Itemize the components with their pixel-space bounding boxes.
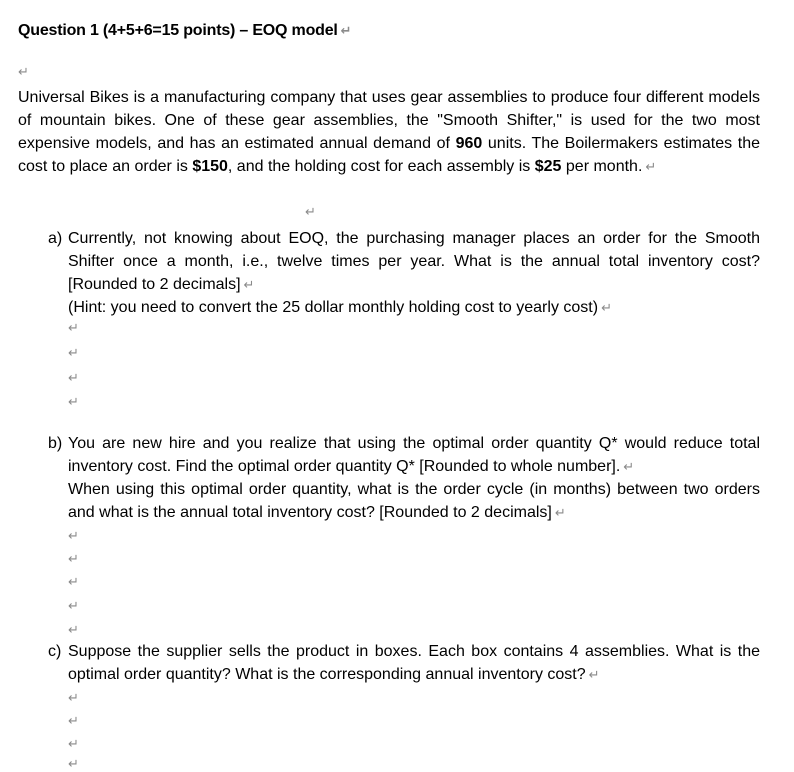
- part-c-question: Suppose the supplier sells the product in boxes. Each box contains 4 assemblies. What is the optimal order quantity? What is the corresponding annual inventory cost?: [68, 643, 760, 683]
- paragraph-mark-icon: ↵: [554, 505, 566, 520]
- paragraph-mark-icon: ↵: [68, 574, 79, 589]
- intro-text: Universal Bikes is a manufacturing company that uses gear assemblies to produce four different models of mountain bikes. One of these gear assemblies, the "Smooth Shifter," is used for the two most expensive models, and has an estimated annual demand of: [18, 89, 760, 152]
- paragraph-mark-icon: ↵: [68, 394, 79, 409]
- paragraph-mark-icon: ↵: [645, 159, 657, 174]
- paragraph-mark-icon: ↵: [601, 300, 612, 315]
- part-a: [48, 227, 760, 319]
- paragraph-mark-icon: ↵: [588, 667, 600, 682]
- part-b-question-followup: When using this optimal order quantity, what is the order cycle (in months) between two orders and what is the annual total inventory cost? [Rounded to 2 decimals]: [68, 481, 760, 521]
- paragraph-mark-icon: ↵: [18, 64, 29, 79]
- intro-text: , and the holding cost for each assembly is: [227, 158, 535, 175]
- paragraph-mark-icon: ↵: [68, 736, 79, 751]
- part-c: [48, 640, 760, 686]
- intro-text: per month.: [561, 158, 643, 175]
- part-b: [48, 432, 760, 524]
- intro-paragraph: [18, 86, 760, 178]
- question-title: [18, 20, 351, 42]
- annual-demand-value: 960: [455, 135, 483, 152]
- part-b-question: You are new hire and you realize that using the optimal order quantity Q* would reduce total inventory cost. Find the optimal order quantity Q* [Rounded to whole number].: [68, 435, 760, 475]
- paragraph-mark-icon: ↵: [68, 713, 79, 728]
- paragraph-mark-icon: ↵: [68, 551, 79, 566]
- paragraph-mark-icon: ↵: [68, 370, 79, 385]
- paragraph-mark-icon: ↵: [243, 277, 255, 292]
- paragraph-mark-icon: ↵: [305, 204, 316, 219]
- order-cost-value: $150: [192, 158, 228, 175]
- part-a-label: a): [48, 230, 63, 247]
- paragraph-mark-icon: ↵: [68, 320, 79, 335]
- part-a-question: Currently, not knowing about EOQ, the purchasing manager places an order for the Smooth Shifter once a month, i.e., twelve times per year. What is the annual total inventory cost? [Rounded to 2 decimals]: [68, 230, 760, 293]
- paragraph-mark-icon: ↵: [623, 459, 635, 474]
- paragraph-mark-icon: ↵: [68, 756, 79, 771]
- part-b-label: b): [48, 435, 63, 452]
- paragraph-mark-icon: ↵: [68, 345, 79, 360]
- paragraph-mark-icon: ↵: [68, 528, 79, 543]
- paragraph-mark-icon: ↵: [68, 690, 79, 705]
- paragraph-mark-icon: ↵: [340, 23, 352, 38]
- part-a-hint: (Hint: you need to convert the 25 dollar monthly holding cost to yearly cost): [68, 299, 599, 316]
- intro-text: units. The Boilermakers estimates the cost to place an order is: [18, 135, 760, 175]
- holding-cost-value: $25: [534, 158, 562, 175]
- paragraph-mark-icon: ↵: [68, 598, 79, 613]
- paragraph-mark-icon: ↵: [68, 622, 79, 637]
- question-title-text: Question 1 (4+5+6=15 points) – EOQ model: [18, 22, 338, 39]
- part-c-label: c): [48, 643, 62, 660]
